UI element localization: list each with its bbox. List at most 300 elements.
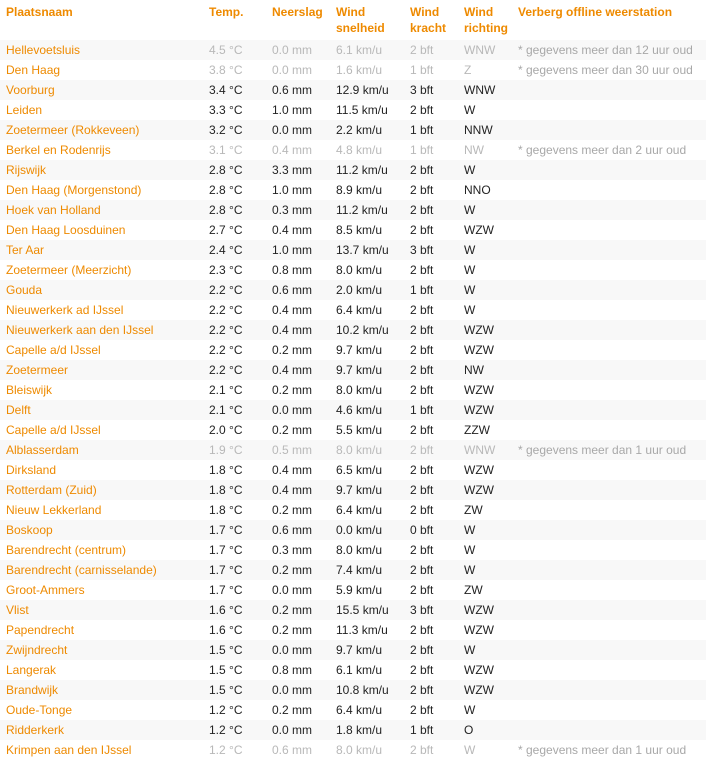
wind-speed-cell: 6.1 km/u [336,40,410,60]
header-wind-speed[interactable] [336,0,410,40]
table-row [0,460,706,480]
wind-direction-cell: W [464,640,518,660]
temperature-cell: 1.9 °C [209,440,272,460]
table-row [0,340,706,360]
wind-direction-cell: NW [464,360,518,380]
precipitation-cell: 0.6 mm [272,740,336,760]
station-cell [0,400,209,420]
table-row [0,560,706,580]
wind-force-cell: 2 bft [410,340,464,360]
wind-direction-cell: WZW [464,220,518,240]
table-row [0,180,706,200]
temperature-cell: 2.8 °C [209,160,272,180]
table-row [0,380,706,400]
offline-note [518,500,706,520]
wind-speed-cell: 4.6 km/u [336,400,410,420]
precipitation-cell: 0.8 mm [272,260,336,280]
station-link[interactable]: Barendrecht (carnisselande) [6,563,157,577]
precipitation-cell: 0.4 mm [272,220,336,240]
wind-force-cell: 2 bft [410,460,464,480]
table-row [0,740,706,760]
offline-note: * gegevens meer dan 1 uur oud [518,440,706,460]
wind-speed-cell: 13.7 km/u [336,240,410,260]
station-cell [0,100,209,120]
table-row [0,580,706,600]
precipitation-cell: 0.2 mm [272,380,336,400]
table-row [0,400,706,420]
station-link[interactable]: Nieuwerkerk aan den IJssel [6,323,154,337]
station-link[interactable]: Capelle a/d IJssel [6,343,101,357]
station-cell [0,60,209,80]
station-cell [0,320,209,340]
wind-direction-cell: Z [464,60,518,80]
wind-speed-cell: 1.8 km/u [336,720,410,740]
station-cell [0,540,209,560]
wind-force-cell: 1 bft [410,720,464,740]
wind-speed-cell: 7.4 km/u [336,560,410,580]
station-cell [0,440,209,460]
station-cell [0,200,209,220]
station-cell [0,500,209,520]
temperature-cell: 3.4 °C [209,80,272,100]
wind-speed-cell: 2.0 km/u [336,280,410,300]
wind-speed-cell: 6.5 km/u [336,460,410,480]
wind-speed-cell: 8.0 km/u [336,540,410,560]
temperature-cell: 1.2 °C [209,720,272,740]
offline-note: * gegevens meer dan 1 uur oud [518,740,706,760]
wind-direction-cell: WZW [464,620,518,640]
table-row [0,440,706,460]
station-link[interactable]: Hoek van Holland [6,203,101,217]
wind-direction-cell: ZW [464,500,518,520]
station-cell [0,180,209,200]
wind-direction-cell: W [464,740,518,760]
offline-note [518,420,706,440]
precipitation-cell: 0.0 mm [272,40,336,60]
station-cell [0,140,209,160]
station-link[interactable]: Ridderkerk [6,723,65,737]
precipitation-cell: 0.0 mm [272,680,336,700]
station-link[interactable]: Hellevoetsluis [6,43,81,57]
table-row [0,240,706,260]
precipitation-cell: 0.4 mm [272,360,336,380]
offline-note [518,400,706,420]
station-link[interactable]: Zoetermeer (Meerzicht) [6,263,132,277]
offline-note: * gegevens meer dan 12 uur oud [518,40,706,60]
offline-note [518,600,706,620]
wind-speed-cell: 11.5 km/u [336,100,410,120]
wind-speed-cell: 5.5 km/u [336,420,410,440]
station-cell [0,700,209,720]
station-cell [0,420,209,440]
precipitation-cell: 0.0 mm [272,720,336,740]
wind-direction-cell: WZW [464,320,518,340]
offline-note [518,340,706,360]
temperature-cell: 1.7 °C [209,560,272,580]
station-cell [0,580,209,600]
station-link[interactable]: Zoetermeer [6,363,69,377]
precipitation-cell: 0.3 mm [272,200,336,220]
station-link[interactable]: Langerak [6,663,57,677]
wind-speed-cell: 12.9 km/u [336,80,410,100]
temperature-cell: 3.3 °C [209,100,272,120]
wind-direction-cell: W [464,100,518,120]
temperature-cell: 1.5 °C [209,640,272,660]
wind-speed-cell: 8.0 km/u [336,260,410,280]
table-row [0,640,706,660]
precipitation-cell: 0.6 mm [272,520,336,540]
station-cell [0,460,209,480]
temperature-cell: 2.2 °C [209,300,272,320]
table-row [0,280,706,300]
header-wind-force[interactable] [410,0,464,40]
temperature-cell: 2.2 °C [209,340,272,360]
station-link[interactable]: Nieuwerkerk ad IJssel [6,303,124,317]
wind-force-cell: 3 bft [410,80,464,100]
wind-speed-cell: 0.0 km/u [336,520,410,540]
wind-speed-cell: 11.2 km/u [336,200,410,220]
offline-note [518,160,706,180]
temperature-cell: 2.1 °C [209,380,272,400]
header-precip[interactable]: Neerslag [272,5,323,19]
wind-force-cell: 3 bft [410,600,464,620]
precipitation-cell: 3.3 mm [272,160,336,180]
wind-force-cell: 2 bft [410,380,464,400]
temperature-cell: 1.2 °C [209,700,272,720]
table-row [0,480,706,500]
wind-direction-cell: W [464,540,518,560]
temperature-cell: 3.1 °C [209,140,272,160]
wind-force-cell: 2 bft [410,200,464,220]
station-cell [0,600,209,620]
temperature-cell: 1.2 °C [209,740,272,760]
wind-force-cell: 2 bft [410,420,464,440]
station-cell [0,740,209,760]
precipitation-cell: 0.2 mm [272,560,336,580]
wind-direction-cell: WZW [464,660,518,680]
wind-force-cell: 2 bft [410,320,464,340]
station-link[interactable]: Rotterdam (Zuid) [6,483,97,497]
wind-direction-cell: ZZW [464,420,518,440]
station-link[interactable]: Ter Aar [6,243,45,257]
precipitation-cell: 0.0 mm [272,580,336,600]
station-link[interactable]: Rijswijk [6,163,46,177]
table-row [0,620,706,640]
header-station[interactable]: Plaatsnaam [6,5,73,19]
wind-force-cell: 2 bft [410,160,464,180]
offline-note [518,200,706,220]
station-link[interactable]: Brandwijk [6,683,59,697]
wind-force-cell: 1 bft [410,400,464,420]
offline-note [518,520,706,540]
station-cell [0,300,209,320]
wind-direction-cell: W [464,160,518,180]
station-link[interactable]: Den Haag Loosduinen [6,223,126,237]
station-link[interactable]: Zoetermeer (Rokkeveen) [6,123,140,137]
temperature-cell: 2.4 °C [209,240,272,260]
offline-note: * gegevens meer dan 30 uur oud [518,60,706,80]
wind-direction-cell: W [464,280,518,300]
header-wind-speed-line2: snelheid [336,21,385,35]
offline-note [518,480,706,500]
precipitation-cell: 1.0 mm [272,100,336,120]
table-row [0,500,706,520]
station-cell [0,240,209,260]
table-row [0,540,706,560]
offline-note [518,360,706,380]
station-cell [0,620,209,640]
table-row [0,200,706,220]
table-row [0,720,706,740]
offline-note [518,320,706,340]
station-link[interactable]: Den Haag (Morgenstond) [6,183,142,197]
precipitation-cell: 0.6 mm [272,280,336,300]
precipitation-cell: 0.4 mm [272,300,336,320]
precipitation-cell: 0.4 mm [272,460,336,480]
offline-note [518,620,706,640]
temperature-cell: 4.5 °C [209,40,272,60]
precipitation-cell: 0.2 mm [272,600,336,620]
offline-note [518,300,706,320]
station-link[interactable]: Nieuw Lekkerland [6,503,102,517]
precipitation-cell: 0.0 mm [272,640,336,660]
wind-force-cell: 3 bft [410,240,464,260]
precipitation-cell: 0.2 mm [272,420,336,440]
wind-speed-cell: 8.5 km/u [336,220,410,240]
hide-offline-toggle[interactable]: Verberg offline weerstation [518,5,673,19]
offline-note [518,380,706,400]
wind-speed-cell: 6.1 km/u [336,660,410,680]
station-cell [0,660,209,680]
wind-direction-cell: O [464,720,518,740]
wind-force-cell: 2 bft [410,740,464,760]
station-cell [0,380,209,400]
station-link[interactable]: Papendrecht [6,623,75,637]
offline-note [518,700,706,720]
station-link[interactable]: Vlist [6,603,29,617]
wind-force-cell: 2 bft [410,180,464,200]
wind-force-cell: 2 bft [410,260,464,280]
offline-note [518,560,706,580]
offline-note [518,280,706,300]
wind-direction-cell: W [464,520,518,540]
station-cell [0,40,209,60]
offline-note [518,460,706,480]
wind-force-cell: 1 bft [410,140,464,160]
temperature-cell: 1.7 °C [209,520,272,540]
wind-force-cell: 2 bft [410,360,464,380]
wind-force-cell: 2 bft [410,580,464,600]
station-link[interactable]: Groot-Ammers [6,583,85,597]
header-wind-force-line1: Wind [410,5,440,19]
offline-note [518,100,706,120]
wind-direction-cell: WZW [464,480,518,500]
station-link[interactable]: Gouda [6,283,43,297]
precipitation-cell: 1.0 mm [272,180,336,200]
wind-direction-cell: WZW [464,600,518,620]
table-row [0,40,706,60]
station-link[interactable]: Zwijndrecht [6,643,68,657]
wind-speed-cell: 9.7 km/u [336,480,410,500]
wind-speed-cell: 4.8 km/u [336,140,410,160]
wind-force-cell: 1 bft [410,120,464,140]
precipitation-cell: 0.3 mm [272,540,336,560]
temperature-cell: 2.2 °C [209,360,272,380]
station-link[interactable]: Leiden [6,103,43,117]
wind-direction-cell: NW [464,140,518,160]
table-row [0,140,706,160]
wind-force-cell: 2 bft [410,300,464,320]
temperature-cell: 1.6 °C [209,620,272,640]
station-cell [0,340,209,360]
wind-speed-cell: 15.5 km/u [336,600,410,620]
wind-speed-cell: 8.0 km/u [336,740,410,760]
station-link[interactable]: Capelle a/d IJssel [6,423,101,437]
temperature-cell: 1.7 °C [209,580,272,600]
station-link[interactable]: Boskoop [6,523,53,537]
offline-note [518,540,706,560]
wind-direction-cell: WNW [464,40,518,60]
table-row [0,700,706,720]
wind-force-cell: 2 bft [410,680,464,700]
wind-direction-cell: W [464,240,518,260]
wind-direction-cell: WZW [464,380,518,400]
station-link[interactable]: Barendrecht (centrum) [6,543,127,557]
table-body [0,40,706,760]
temperature-cell: 3.8 °C [209,60,272,80]
station-cell [0,260,209,280]
wind-direction-cell: W [464,560,518,580]
table-row [0,220,706,240]
station-cell [0,720,209,740]
wind-speed-cell: 11.2 km/u [336,160,410,180]
table-row [0,260,706,280]
offline-note [518,260,706,280]
precipitation-cell: 0.0 mm [272,60,336,80]
station-cell [0,480,209,500]
station-link[interactable]: Voorburg [6,83,55,97]
wind-force-cell: 2 bft [410,220,464,240]
wind-direction-cell: WNW [464,440,518,460]
header-temp[interactable]: Temp. [209,5,244,19]
temperature-cell: 1.5 °C [209,680,272,700]
wind-force-cell: 2 bft [410,440,464,460]
table-row [0,360,706,380]
temperature-cell: 1.8 °C [209,480,272,500]
station-cell [0,80,209,100]
station-cell [0,640,209,660]
precipitation-cell: 0.4 mm [272,320,336,340]
table-row [0,680,706,700]
precipitation-cell: 0.0 mm [272,400,336,420]
station-link[interactable]: Den Haag [6,63,61,77]
temperature-cell: 1.6 °C [209,600,272,620]
wind-speed-cell: 11.3 km/u [336,620,410,640]
temperature-cell: 1.8 °C [209,500,272,520]
temperature-cell: 1.8 °C [209,460,272,480]
station-cell [0,120,209,140]
wind-force-cell: 2 bft [410,540,464,560]
precipitation-cell: 0.2 mm [272,620,336,640]
wind-force-cell: 2 bft [410,660,464,680]
offline-note [518,220,706,240]
temperature-cell: 2.0 °C [209,420,272,440]
header-wind-dir-line2: richting [464,21,508,35]
wind-direction-cell: WZW [464,400,518,420]
wind-speed-cell: 8.0 km/u [336,380,410,400]
precipitation-cell: 0.4 mm [272,140,336,160]
temperature-cell: 2.1 °C [209,400,272,420]
wind-speed-cell: 6.4 km/u [336,700,410,720]
offline-note [518,80,706,100]
station-link[interactable]: Berkel en Rodenrijs [6,143,111,157]
temperature-cell: 2.2 °C [209,320,272,340]
offline-note [518,580,706,600]
table-row [0,520,706,540]
offline-note [518,720,706,740]
table-row [0,300,706,320]
wind-force-cell: 2 bft [410,620,464,640]
offline-note [518,640,706,660]
wind-force-cell: 2 bft [410,480,464,500]
station-link[interactable]: Delft [6,403,31,417]
header-wind-dir[interactable] [464,0,518,40]
wind-direction-cell: W [464,260,518,280]
temperature-cell: 1.7 °C [209,540,272,560]
station-link[interactable]: Krimpen aan den IJssel [6,743,132,757]
wind-direction-cell: WNW [464,80,518,100]
station-link[interactable]: Alblasserdam [6,443,79,457]
temperature-cell: 3.2 °C [209,120,272,140]
station-cell [0,360,209,380]
table-row [0,600,706,620]
header-wind-dir-line1: Wind [464,5,494,19]
precipitation-cell: 1.0 mm [272,240,336,260]
station-link[interactable]: Oude-Tonge [6,703,73,717]
wind-speed-cell: 10.8 km/u [336,680,410,700]
wind-force-cell: 2 bft [410,700,464,720]
station-cell [0,520,209,540]
wind-direction-cell: WZW [464,460,518,480]
temperature-cell: 2.8 °C [209,200,272,220]
offline-note [518,120,706,140]
wind-speed-cell: 8.0 km/u [336,440,410,460]
wind-force-cell: 2 bft [410,560,464,580]
wind-speed-cell: 6.4 km/u [336,500,410,520]
wind-speed-cell: 5.9 km/u [336,580,410,600]
wind-speed-cell: 9.7 km/u [336,340,410,360]
wind-direction-cell: WZW [464,680,518,700]
station-link[interactable]: Dirksland [6,463,57,477]
station-cell [0,560,209,580]
station-link[interactable]: Bleiswijk [6,383,53,397]
wind-force-cell: 1 bft [410,60,464,80]
precipitation-cell: 0.5 mm [272,440,336,460]
station-cell [0,160,209,180]
temperature-cell: 2.2 °C [209,280,272,300]
temperature-cell: 2.3 °C [209,260,272,280]
table-row [0,160,706,180]
wind-direction-cell: WZW [464,340,518,360]
wind-speed-cell: 10.2 km/u [336,320,410,340]
temperature-cell: 2.8 °C [209,180,272,200]
wind-force-cell: 2 bft [410,100,464,120]
wind-force-cell: 1 bft [410,280,464,300]
temperature-cell: 1.5 °C [209,660,272,680]
wind-speed-cell: 9.7 km/u [336,360,410,380]
wind-speed-cell: 1.6 km/u [336,60,410,80]
wind-speed-cell: 8.9 km/u [336,180,410,200]
